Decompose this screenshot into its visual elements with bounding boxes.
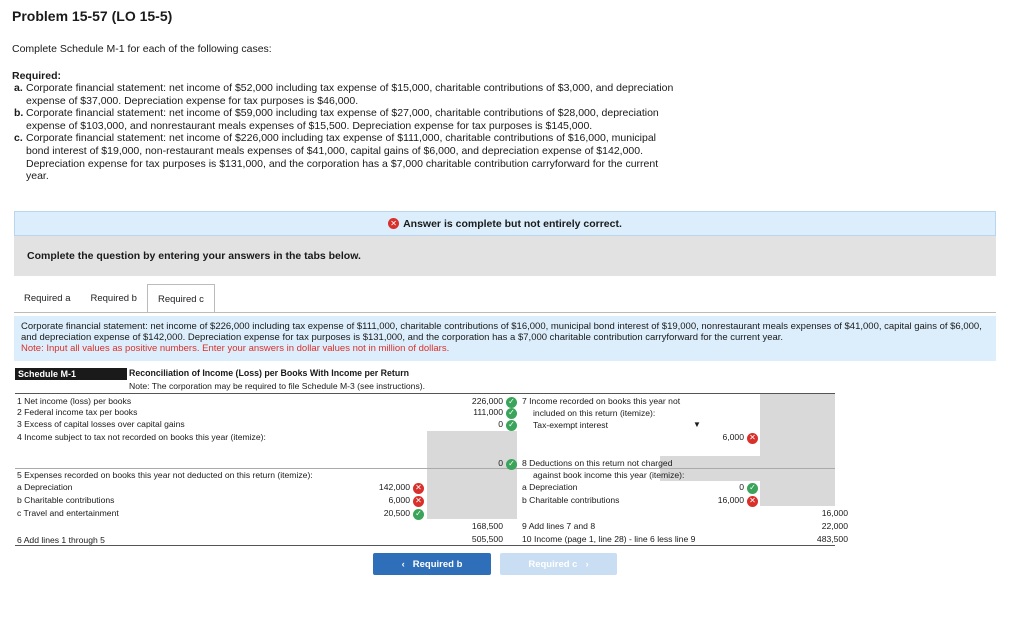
line3-value: 0 — [498, 419, 503, 429]
section-rule — [15, 468, 835, 469]
next-tab-button[interactable] — [500, 553, 617, 575]
requirement-text: Corporate financial statement: net income of $226,000 including tax expense of $111,000, charitable contributions of $16,000, municipal bond interest of $19,000, non-restaurant meals expenses of $41,000, capital gains of $6,000, and depreciation expense of $142,000. Depreciation expense for tax purposes is $131,000, and the corporation has a $7,000 charitable contribution carryforward for the current year. — [26, 132, 659, 183]
schedule-note: Note: The corporation may be required to file Schedule M-3 (see instructions). — [129, 381, 425, 391]
line2-label: 2 Federal income tax per books — [17, 407, 138, 417]
line6-label: 6 Add lines 1 through 5 — [17, 535, 105, 545]
line5a-value-cell[interactable] — [340, 482, 424, 493]
requirement-b — [14, 107, 674, 132]
schedule-top-rule — [15, 393, 835, 394]
line7-label-cont: included on this return (itemize): — [533, 408, 656, 418]
question-note: Note: Input all values as positive numbers. Enter your answers in dollar values not in million of dollars. — [21, 343, 450, 354]
line8a-value: 0 — [739, 482, 744, 492]
requirements-list — [14, 82, 674, 183]
incorrect-icon: ✕ — [747, 433, 758, 444]
line9-value: 22,000 — [821, 521, 848, 531]
line3-label: 3 Excess of capital losses over capital gains — [17, 419, 185, 429]
tab-required-b[interactable]: Required b — [90, 293, 137, 304]
line8a-label: a Depreciation — [522, 482, 578, 492]
line8-label-cont: against book income this year (itemize): — [533, 470, 685, 480]
line8a-value-cell[interactable] — [660, 482, 758, 493]
incorrect-icon: ✕ — [388, 218, 399, 229]
answer-status-text: Answer is complete but not entirely correct. — [403, 217, 622, 230]
line9-label: 9 Add lines 7 and 8 — [522, 521, 596, 531]
line1-value-cell[interactable] — [427, 396, 517, 407]
line5-total-value: 168,500 — [471, 521, 503, 531]
correct-icon: ✓ — [413, 509, 424, 520]
line8-total-value: 16,000 — [821, 508, 848, 518]
question-box — [14, 316, 996, 361]
incorrect-icon: ✕ — [413, 483, 424, 494]
line4-value: 0 — [498, 458, 503, 468]
line5c-label: c Travel and entertainment — [17, 508, 119, 518]
tabs-prompt: Complete the question by entering your answers in the tabs below. — [14, 236, 996, 276]
line7-label: 7 Income recorded on books this year not — [522, 396, 681, 406]
next-tab-label: Required c — [528, 558, 578, 570]
line2-value-cell[interactable] — [427, 407, 517, 418]
line8b-label: b Charitable contributions — [522, 495, 620, 505]
line1-value: 226,000 — [471, 396, 503, 406]
line5c-value-cell[interactable] — [340, 508, 424, 519]
incorrect-icon: ✕ — [413, 496, 424, 507]
required-heading: Required: — [12, 70, 62, 82]
correct-icon: ✓ — [506, 420, 517, 431]
line3-value-cell[interactable] — [427, 419, 517, 430]
schedule-label: Schedule M-1 — [15, 368, 127, 380]
requirement-text: Corporate financial statement: net income of $52,000 including tax expense of $15,000, charitable contributions of $3,000, and depreciation expense of $37,000. Depreciation expense for tax purposes is $46,000. — [26, 82, 674, 107]
page-title: Problem 15-57 (LO 15-5) — [12, 8, 173, 24]
line8b-value-cell[interactable] — [660, 495, 758, 506]
schedule-bottom-rule — [15, 545, 835, 546]
tab-divider — [14, 312, 996, 313]
tax-exempt-interest-label[interactable]: Tax-exempt interest — [533, 420, 608, 430]
tab-required-c[interactable]: Required c — [147, 284, 215, 313]
correct-icon: ✓ — [506, 459, 517, 470]
line5a-value: 142,000 — [378, 482, 410, 492]
line10-value: 483,500 — [816, 534, 848, 544]
shaded-cell — [427, 431, 517, 456]
line8b-value: 16,000 — [717, 495, 744, 505]
line6-value: 505,500 — [471, 534, 503, 544]
line7-value-cell[interactable] — [660, 432, 758, 443]
requirement-tabs — [14, 284, 215, 313]
requirement-a — [14, 82, 674, 107]
line10-label: 10 Income (page 1, line 28) - line 6 less line 9 — [522, 534, 696, 544]
instruction-text: Complete Schedule M-1 for each of the following cases: — [12, 43, 272, 55]
line4-label: 4 Income subject to tax not recorded on books this year (itemize): — [17, 432, 266, 442]
previous-tab-button[interactable] — [373, 553, 491, 575]
line7-value: 6,000 — [722, 432, 744, 442]
correct-icon: ✓ — [506, 397, 517, 408]
shaded-cell — [760, 394, 835, 506]
line5-label: 5 Expenses recorded on books this year not deducted on this return (itemize): — [17, 470, 313, 480]
requirement-label: b. — [14, 107, 24, 120]
dropdown-caret-icon[interactable]: ▼ — [693, 420, 701, 429]
tab-required-a[interactable]: Required a — [24, 293, 71, 304]
line8-label: 8 Deductions on this return not charged — [522, 458, 673, 468]
line5b-value-cell[interactable] — [340, 495, 424, 506]
answer-status-banner — [14, 211, 996, 236]
requirement-label: a. — [14, 82, 23, 94]
requirement-text: Corporate financial statement: net income of $59,000 including tax expense of $27,000, charitable contributions of $28,000, depreciation expense of $103,000, and nonrestaurant meals expenses of $15,500. Depreciation expense for tax purposes is $145,000. — [26, 107, 659, 132]
question-text: Corporate financial statement: net income of $226,000 including tax expense of $111,000, charitable contributions of $16,000, municipal bond interest of $19,000, nonrestaurant meals expenses of $41,000, capital gains of $6,000, and depreciation expense of $142,000. Depreciation expense for tax purposes is $131,000, and the corporation has a $7,000 charitable contribution carryforward for the current year. — [21, 321, 982, 343]
line5a-label: a Depreciation — [17, 482, 73, 492]
correct-icon: ✓ — [506, 408, 517, 419]
incorrect-icon: ✕ — [747, 496, 758, 507]
requirement-label: c. — [14, 132, 23, 145]
chevron-left-icon: ‹ — [401, 558, 405, 570]
previous-tab-label: Required b — [412, 558, 463, 570]
line1-label: 1 Net income (loss) per books — [17, 396, 132, 406]
correct-icon: ✓ — [747, 483, 758, 494]
chevron-right-icon: › — [585, 558, 589, 570]
schedule-title: Reconciliation of Income (Loss) per Books With Income per Return — [129, 368, 409, 378]
line5c-value: 20,500 — [383, 508, 410, 518]
line5b-value: 6,000 — [388, 495, 410, 505]
line4-value-cell[interactable] — [427, 458, 517, 469]
line5b-label: b Charitable contributions — [17, 495, 115, 505]
line2-value: 111,000 — [473, 407, 503, 417]
requirement-c — [14, 132, 674, 182]
